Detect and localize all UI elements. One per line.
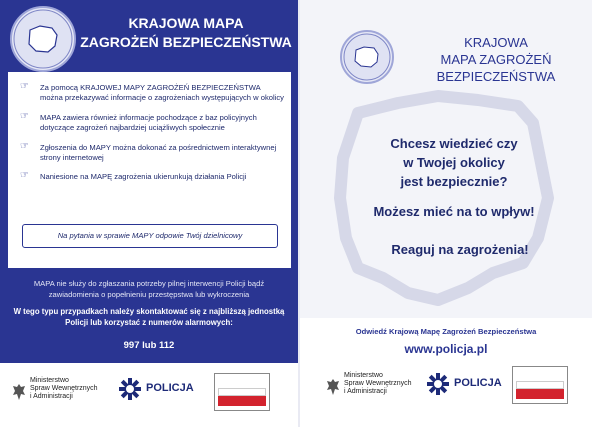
map-emblem-logo <box>10 6 76 72</box>
left-title <box>80 14 292 52</box>
info-box <box>8 72 291 268</box>
slogan-question: Chcesz wiedzieć czy w Twojej okolicy jest bezpiecznie? <box>390 136 518 189</box>
slogan-influence: Możesz mieć na to wpływ! <box>373 204 535 219</box>
question-callout: Na pytania w sprawie MAPY odpowie Twój dzielnicowy <box>22 224 278 248</box>
ministry-logo: Ministerstwo Spraw Wewnętrznych i Administracji <box>12 377 112 413</box>
slogan-react: Reaguj na zagrożenia! <box>391 242 529 257</box>
police-star-icon <box>118 377 142 401</box>
visit-text: Odwiedź Krajową Mapę Zagrożeń Bezpieczeństwa <box>355 327 537 336</box>
left-title-line1: KRAJOWA MAPA <box>128 15 244 31</box>
right-panel <box>300 0 592 427</box>
eagle-icon <box>12 383 26 401</box>
list-item: ☞ Zgłoszenia do MAPY można dokonać za pośrednictwem interaktywnej strony internetowej <box>20 140 277 163</box>
info-list <box>18 83 284 192</box>
list-item: ☞ MAPA zawiera również informacje pochodzące z baz policyjnych dotyczące zagrożeń najbardziej uciążliwych społecznie <box>20 110 257 133</box>
list-item: ☞ Za pomocą KRAJOWEJ MAPY ZAGROŻEŃ BEZPIECZEŃSTWA można przekazywać informacje o zagrożeniach występujących w okolicy <box>20 81 284 103</box>
pointing-hand-icon: ☞ <box>20 140 29 152</box>
notice-text: MAPA nie służy do zgłaszania potrzeby pilnej interwencji Policji bądź zawiadomienia o popełnieniu przestępstwa lub wykroczenia <box>33 279 265 299</box>
list-item: ☞ Naniesione na MAPĘ zagrożenia ukierunkują działania Policji <box>20 170 247 182</box>
right-title: KRAJOWA MAPA ZAGROŻEŃ BEZPIECZEŃSTWA <box>436 35 556 84</box>
map-emblem-logo <box>340 30 394 84</box>
security-program-logo <box>512 366 568 404</box>
right-logos-strip <box>300 318 592 427</box>
pointing-hand-icon: ☞ <box>20 110 29 122</box>
ministry-logo: Ministerstwo Spraw Wewnętrznych i Administracji <box>326 372 426 408</box>
pointing-hand-icon: ☞ <box>20 81 29 92</box>
emergency-numbers: 997 lub 112 <box>123 340 175 351</box>
eagle-icon <box>326 378 340 396</box>
contact-text: W tego typu przypadkach należy skontaktować się z najbliższą jednostką Policji lub korzystać z numerów alarmowych: <box>13 307 285 327</box>
left-logos-strip <box>0 363 298 427</box>
poland-map-outline <box>328 88 568 308</box>
police-star-icon <box>426 372 450 396</box>
policja-logo: POLICJA <box>118 377 202 401</box>
policja-logo: POLICJA <box>426 372 510 396</box>
security-program-logo <box>214 373 270 411</box>
left-title-line2: ZAGROŻEŃ BEZPIECZEŃSTWA <box>80 34 292 50</box>
pointing-hand-icon: ☞ <box>20 170 29 182</box>
website-link[interactable]: www.policja.pl <box>404 342 488 356</box>
